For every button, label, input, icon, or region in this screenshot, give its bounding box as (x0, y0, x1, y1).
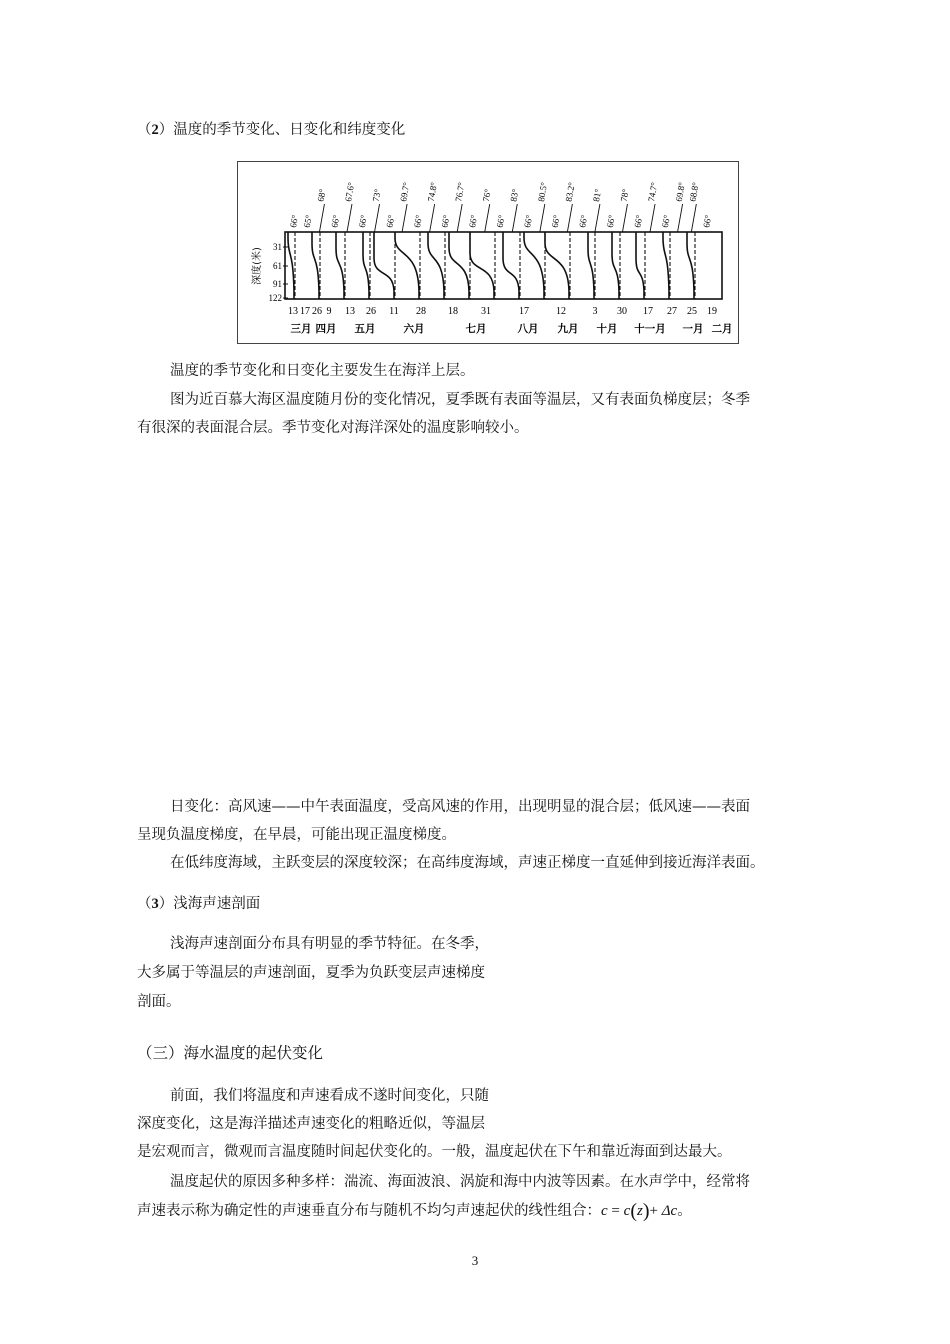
temperature-profile-curve (395, 232, 419, 299)
heading-text: 温度的季节变化、日变化和纬度变化 (173, 122, 406, 138)
paragraph: 浅海声速剖面分布具有明显的季节特征。在冬季， (170, 936, 489, 952)
surface-temp-label: 65° (301, 214, 314, 229)
surface-temp-label: 66° (494, 214, 507, 229)
temperature-profile-curve (588, 232, 594, 299)
surface-temp-label: 76° (480, 188, 493, 203)
temperature-profile-curve (336, 232, 344, 299)
leader-line (622, 204, 627, 232)
temperature-profile-curve (663, 232, 669, 299)
temperature-profile-curve (288, 232, 294, 299)
section-heading: （三）海水温度的起伏变化 (137, 1044, 324, 1062)
formula-symbol: z (636, 1203, 643, 1219)
day-label: 11 (389, 306, 399, 317)
temperature-profile-figure (237, 161, 739, 344)
formula-operator: + (649, 1203, 658, 1219)
heading-text: 浅海声速剖面 (173, 896, 261, 912)
depth-tick-label: 91 (273, 279, 282, 289)
surface-temp-label: 66° (467, 214, 480, 229)
surface-temp-label: 68° (315, 188, 328, 203)
leader-line (347, 204, 352, 232)
month-label: 二月 (711, 323, 733, 335)
paragraph (137, 1201, 692, 1221)
month-label: 五月 (354, 323, 376, 335)
day-label: 13 (345, 306, 355, 317)
temperature-profile-curve (503, 232, 519, 299)
leader-line (319, 204, 324, 232)
leader-line (512, 204, 517, 232)
heading-number: 2 (151, 122, 159, 138)
paragraph: 温度起伏的原因多种多样：湍流、海面波浪、涡旋和海中内波等因素。在水声学中，经常将 (170, 1174, 750, 1190)
paragraph: 深度变化，这是海洋描述声速变化的粗略近似，等温层 (137, 1116, 485, 1132)
heading-number: 3 (151, 896, 159, 912)
temperature-profile-curve (428, 232, 444, 299)
temperature-profile-chart (238, 162, 738, 343)
heading-shallow-sound-speed: （3）浅海声速剖面 (137, 896, 261, 912)
paragraph: 温度的季节变化和日变化主要发生在海洋上层。 (170, 363, 475, 379)
paragraph: 呈现负温度梯度，在早晨，可能出现正温度梯度。 (137, 827, 456, 843)
temperature-profile-curve (470, 232, 494, 299)
leader-line (691, 204, 696, 232)
temperature-profile-curve (545, 232, 569, 299)
leader-line (457, 204, 462, 232)
leader-line (485, 204, 490, 232)
surface-temp-label: 66° (632, 214, 645, 229)
paragraph: 日变化：高风速——中午表面温度，受高风速的作用，出现明显的混合层；低风速——表面 (170, 799, 750, 815)
surface-temp-label: 68.8° (687, 181, 701, 203)
day-label: 25 (687, 306, 697, 317)
day-label: 19 (707, 306, 717, 317)
surface-temp-label: 69.7° (398, 181, 412, 203)
surface-temp-label: 66° (411, 214, 425, 229)
paragraph: 剖面。 (137, 994, 181, 1010)
surface-temp-label: 66° (288, 214, 301, 229)
depth-tick-label: 31 (273, 242, 282, 252)
month-label: 六月 (403, 323, 425, 335)
day-label: 28 (416, 306, 426, 317)
temperature-profile-curve (612, 232, 619, 299)
formula-symbol: Δc (661, 1203, 678, 1219)
surface-temp-label: 74.7° (646, 181, 660, 203)
day-label: 17 (300, 306, 310, 317)
surface-temp-label: 66° (604, 214, 617, 229)
punctuation: 。 (677, 1203, 692, 1219)
month-label: 八月 (517, 323, 539, 335)
leader-line (595, 204, 600, 232)
sound-speed-formula (601, 1200, 678, 1222)
temperature-profile-curve (374, 232, 394, 299)
surface-temp-label: 76.7° (453, 181, 467, 203)
surface-temp-label: 66° (329, 214, 342, 229)
temperature-profile-curve (636, 232, 644, 299)
day-label: 13 (288, 306, 298, 317)
day-label: 27 (667, 306, 677, 317)
month-label: 一月 (682, 323, 704, 335)
paragraph: 图为近百慕大海区温度随月份的变化情况，夏季既有表面等温层，又有表面负梯度层；冬季 (170, 392, 750, 408)
month-label: 十月 (596, 323, 618, 335)
day-label: 18 (448, 306, 458, 317)
paragraph: 在低纬度海域，主跃变层的深度较深；在高纬度海域，声速正梯度一直延伸到接近海洋表面。 (170, 855, 765, 871)
formula-symbol: c (601, 1203, 608, 1219)
surface-temp-label: 83° (508, 188, 521, 203)
formula-paren: ( (630, 1200, 637, 1222)
month-label: 十一月 (634, 323, 666, 335)
surface-temp-label: 83.2° (563, 181, 577, 203)
day-label: 12 (556, 306, 566, 317)
day-label: 3 (592, 306, 598, 317)
surface-temp-label: 66° (384, 214, 397, 229)
y-axis-label: 深度(米) (252, 247, 263, 285)
month-label: 三月 (290, 323, 312, 335)
paragraph: 大多属于等温层的声速剖面，夏季为负跃变层声速梯度 (137, 965, 485, 981)
leader-line (430, 204, 435, 232)
surface-temp-label: 66° (439, 214, 452, 229)
month-label: 七月 (465, 323, 487, 335)
formula-symbol: c (623, 1203, 631, 1219)
temperature-profile-curve (312, 232, 319, 299)
paragraph: 是宏观而言，微观而言温度随时间起伏变化的。一般，温度起伏在下午和靠近海面到达最大。 (137, 1144, 732, 1160)
surface-temp-label: 66° (549, 214, 562, 229)
surface-temp-label: 78° (618, 188, 631, 203)
leader-line (375, 204, 380, 232)
depth-tick-label: 122 (268, 293, 282, 303)
temperature-profile-curve (524, 232, 544, 299)
depth-tick-label: 61 (273, 261, 282, 271)
surface-temp-label: 66° (356, 214, 369, 229)
surface-temp-label: 73° (370, 188, 383, 203)
temperature-profile-curve (687, 232, 694, 299)
leader-line (650, 204, 655, 232)
day-label: 17 (643, 306, 653, 317)
formula-paren: ) (642, 1200, 650, 1222)
surface-temp-label: 66° (659, 214, 672, 229)
paragraph: 有很深的表面混合层。季节变化对海洋深处的温度影响较小。 (137, 420, 529, 436)
page-number: 3 (471, 1253, 479, 1268)
surface-temp-label: 66° (701, 214, 714, 229)
month-label: 九月 (557, 323, 579, 335)
day-label: 30 (617, 306, 627, 317)
temperature-profile-curve (363, 232, 369, 299)
surface-temp-label: 74.8° (425, 181, 439, 203)
surface-temp-label: 81° (591, 188, 604, 203)
day-label: 9 (326, 306, 332, 317)
day-label: 26 (366, 306, 376, 317)
heading-temperature-variation: （2）温度的季节变化、日变化和纬度变化 (137, 122, 406, 138)
surface-temp-label: 66° (522, 214, 535, 229)
surface-temp-label: 69.8° (673, 181, 687, 203)
surface-temp-label: 80.5° (535, 181, 550, 203)
leader-line (402, 204, 407, 232)
paragraph-text: 声速表示称为确定性的声速垂直分布与随机不均匀声速起伏的线性组合： (137, 1203, 601, 1219)
day-label: 31 (481, 306, 491, 317)
leader-line (540, 204, 545, 232)
month-label: 四月 (315, 323, 337, 335)
leader-line (567, 204, 572, 232)
surface-temp-label: 67.6° (343, 181, 357, 203)
day-label: 17 (519, 306, 529, 317)
surface-temp-label: 66° (577, 214, 590, 229)
temperature-profile-curve (449, 232, 469, 299)
leader-line (678, 204, 683, 232)
paragraph: 前面，我们将温度和声速看成不遂时间变化，只随 (170, 1088, 489, 1104)
day-label: 26 (312, 306, 322, 317)
formula-operator: = (611, 1203, 620, 1219)
